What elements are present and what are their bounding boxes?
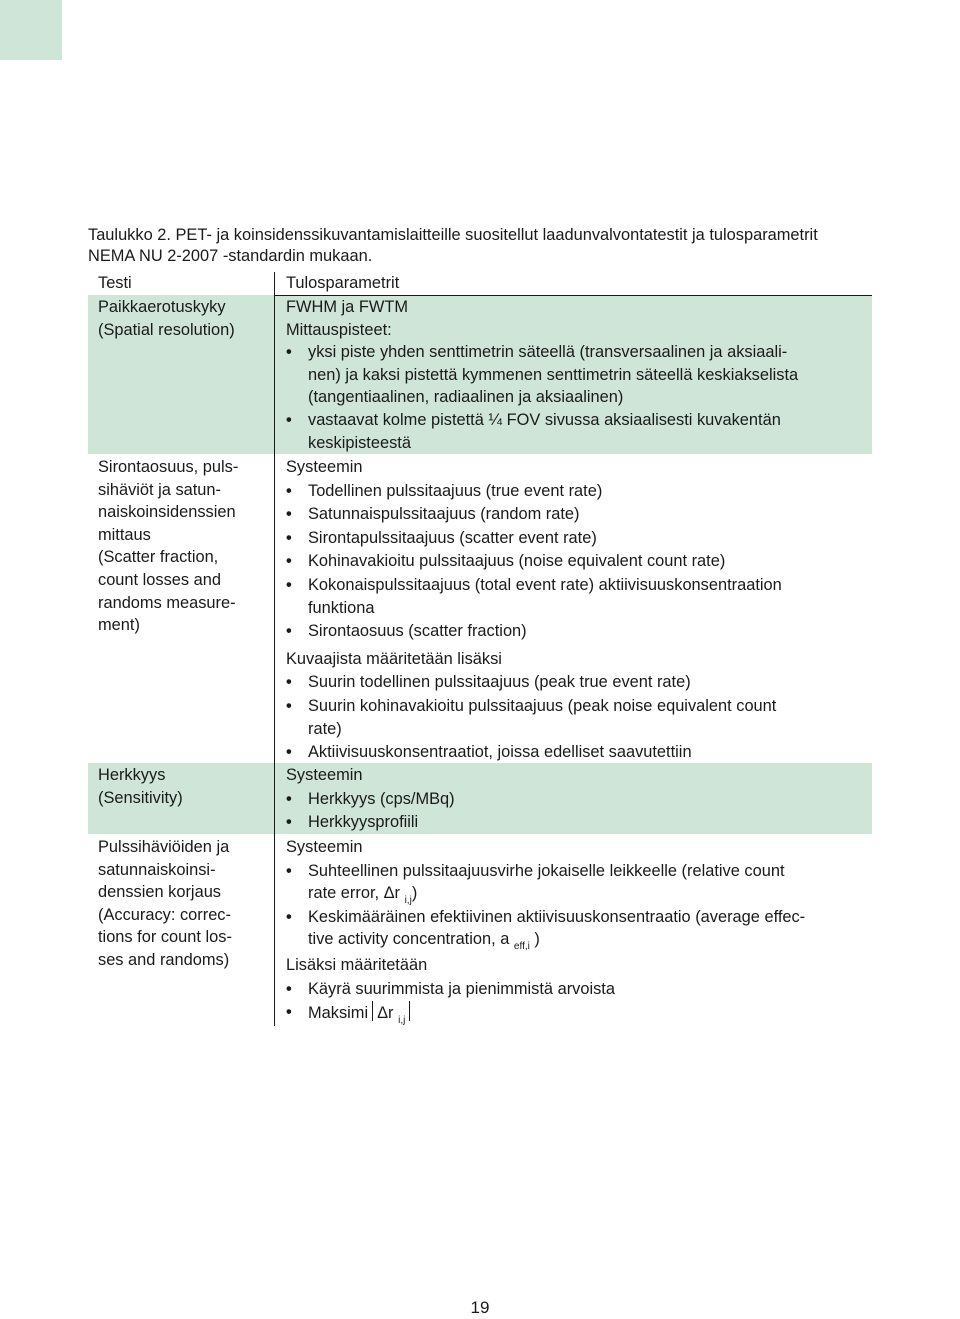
row1-test-cell: Paikkaerotuskyky (Spatial resolution) [98,298,235,339]
header-rule [274,295,872,296]
caption-line-2: NEMA NU 2-2007 -standardin mukaan. [88,247,373,265]
list-item: • Kohinavakioitu pulssitaajuus (noise equivalent count rate) [286,552,726,571]
list-item: • Käyrä suurimmista ja pienimmistä arvoista [286,979,615,998]
row4-params-cell: Systeemin • Suhteellinen pulssitaajuusvirhe jokaiselle leikkeelle (relative count rate error, Δr $_{i,j}$) • Keskimääräinen efektiivinen aktiivisuuskonsentraatio (average effec- tive activity concentration, a $_{eff,i}$ ) Lisäksi määritetään • Käyrä suurimmista ja pienimmistä arvoista • Maksimi Δr $_{i,j}$ [286,836,866,1025]
table-row-sensitivity [88,763,872,834]
page-number: 19 [470,1298,490,1317]
list-item: • Sirontaosuus (scatter fraction) [286,622,527,641]
list-item: • Todellinen pulssitaajuus (true event rate) [286,481,603,500]
abs-bar-right [409,1001,410,1021]
row4-test-cell: Pulssihäviöiden ja satunnaiskoinsi- denssien korjaus (Accuracy: correc- tions for count los- ses and randoms) [98,838,232,969]
header-result-parameters: Tulosparametrit [286,274,400,292]
row2-params-cell: Systeemin • Todellinen pulssitaajuus (true event rate) • Satunnaispulssitaajuus (random rate) • Sirontapulssitaajuus (scatter event rate) • Kohinavakioitu pulssitaajuus (noise equivalent count rate) • Kokonaispulssitaajuus (total event rate) aktiivisuuskonsentraation funktiona • Sirontaosuus (scatter fraction) Kuvaajista määritetään lisäksi • Suurin todellinen pulssitaajuus (peak true event rate) • Suurin kohinavakioitu pulssitaajuus (peak noise equivalent count rate) • Aktiivisuuskonsentraatiot, joissa edelliset saavutettiin [286,456,866,764]
table-caption [88,225,888,267]
row2-test-cell: Sirontaosuus, puls- sihäviöt ja satun- naiskoinsidenssien mittaus (Scatter fraction, count losses and randoms measure- ment) [98,458,239,635]
caption-line-1: Taulukko 2. PET- ja koinsidenssikuvantamislaitteille suositellut laadunvalvontatestit ja tulosparametrit [88,226,818,244]
list-item: • yksi piste yhden senttimetrin säteellä (transversaalinen ja aksiaali- [286,343,788,362]
row3-test-cell: Herkkyys (Sensitivity) [98,766,183,807]
list-item: • Keskimääräinen efektiivinen aktiivisuuskonsentraatio (average effec- [286,907,806,926]
table-row-spatial-resolution [88,295,872,454]
list-item: • Aktiivisuuskonsentraatiot, joissa edelliset saavutettiin [286,743,692,762]
list-item: • Herkkyys (cps/MBq) [286,789,455,808]
list-item: • Herkkyysprofiili [286,813,419,832]
list-item: • Suurin kohinavakioitu pulssitaajuus (peak noise equivalent count [286,696,777,715]
list-item: • Suhteellinen pulssitaajuusvirhe jokaiselle leikkeelle (relative count [286,861,785,880]
row3-params-cell: Systeemin • Herkkyys (cps/MBq) • Herkkyysprofiili [286,764,866,834]
corner-color-block [0,0,62,60]
list-item: • Sirontapulssitaajuus (scatter event rate) [286,528,597,547]
table-row-scatter-fraction [88,455,872,765]
list-item: • Maksimi Δr $_{i,j}$ [286,1001,866,1025]
table-row-accuracy [88,835,872,1030]
column-divider [274,272,275,1026]
row1-params-cell: FWHM ja FWTM Mittauspisteet: • yksi piste yhden senttimetrin säteellä (transversaalinen ja aksiaali- nen) ja kaksi pistettä kymmenen senttimetrin säteellä keskiakselista (tangentiaalinen, radiaalinen ja aksiaalinen) • vastaavat kolme pistettä ¼ FOV sivussa aksiaalisesti kuvakentän keskipisteestä [286,296,866,454]
list-item: • Kokonaispulssitaajuus (total event rate) aktiivisuuskonsentraation [286,575,782,594]
list-item: • Suurin todellinen pulssitaajuus (peak true event rate) [286,673,691,692]
abs-bar-left [372,1001,373,1021]
header-test: Testi [98,274,132,292]
list-item: • Satunnaispulssitaajuus (random rate) [286,505,580,524]
list-item: • vastaavat kolme pistettä ¼ FOV sivussa aksiaalisesti kuvakentän [286,410,781,429]
